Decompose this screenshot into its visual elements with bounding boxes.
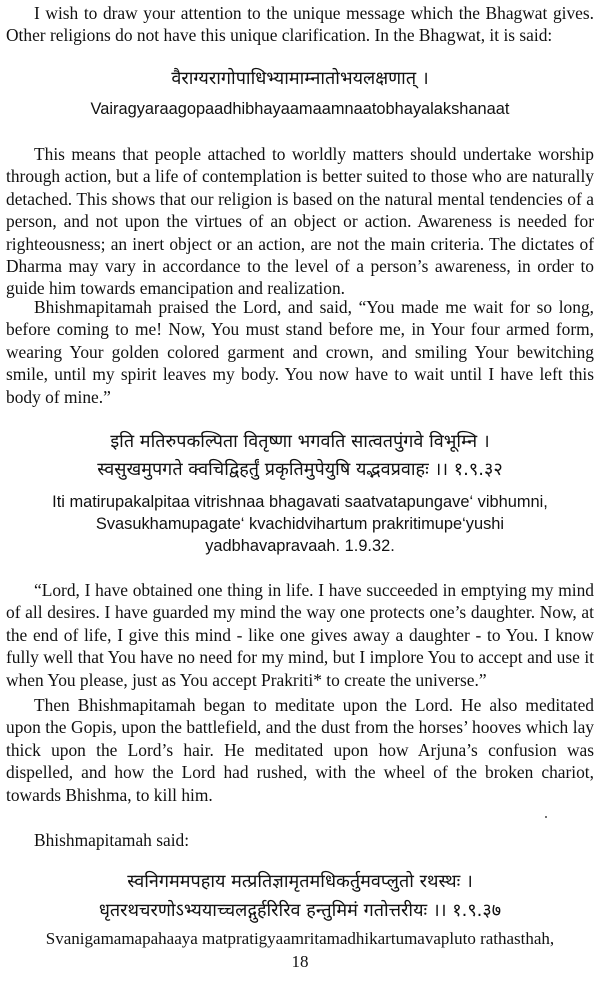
meditation-paragraph: Then Bhishmapitamah began to meditate upon the Lord. He also meditated upon the Gopis, upon the battlefield, and the dust from the horses’ hooves which lay thick upon the Lord’s hair. He meditated upon how Arjuna’s confusion was dispelled, and how the Lord had rushed, with the wheel of the broken chariot, towards Bhishma, to kill him. [6, 695, 594, 805]
intro-paragraph: I wish to draw your attention to the unique message which the Bhagwat gives. Other religions do not have this unique clarification. In the Bhagwat, it is said: [6, 3, 594, 46]
print-speck [545, 816, 547, 818]
explanation-paragraph: This means that people attached to worldly matters should undertake worship through action, but a life of contemplation is better suited to those who are naturally detached. This shows that our religion is based on the natural mental tendencies of a person, and not upon the virtues of an object or action. Awareness is needed for righteousness; an inert object or an action, are not the main criteria. The dictates of Dharma may vary in accordance to the level of a person’s awareness, in order to guide him towards emancipation and realization. [6, 144, 594, 299]
speaker-label: Bhishmapitamah said: [34, 830, 190, 850]
verse-2-devanagari-line-1: इति मतिरुपकल्पिता वितृष्णा भगवति सात्वतपुंगवे विभूम्नि । [110, 431, 490, 452]
verse-2-transliteration-line-2: Svasukhamupagate‘ kvachidvihartum prakritimupe‘yushi [95, 515, 505, 533]
verse-3-devanagari-line-1: स्वनिगममपहाय मत्प्रतिज्ञामृतमधिकर्तुमवप्लुतो रथस्थः । [127, 871, 473, 892]
verse-1-transliteration: Vairagyaraagopaadhibhayaamaamnaatobhayalakshanaat [90, 100, 510, 118]
verse-2-devanagari-line-2: स्वसुखमुपगते क्वचिद्विहर्तुं प्रकृतिमुपेयुषि यद्भवप्रवाहः ।। १.९.३२ [97, 459, 503, 480]
verse-2-transliteration-line-1: Iti matirupakalpitaa vitrishnaa bhagavati saatvatapungave‘ vibhumni, [52, 493, 548, 511]
praise-paragraph: Bhishmapitamah praised the Lord, and said, “You made me wait for so long, before coming to me! Now, You must stand before me, in Your four armed form, wearing Your golden colored garment and crown, and smiling Your bewitching smile, until my spirit leaves my body. You now have to wait until I have left this body of mine.” [6, 297, 594, 407]
verse-2-transliteration-line-3: yadbhavapravaah. 1.9.32. [205, 537, 395, 555]
verse-3-devanagari-line-2: धृतरथचरणोऽभ्ययाच्चलद्गुर्हरिरिव हन्तुमिमं गतोत्तरीयः ।। १.९.३७ [98, 900, 502, 921]
offering-paragraph: “Lord, I have obtained one thing in life. I have succeeded in emptying my mind of all desires. I have guarded my mind the way one protects one’s daughter. Now, at the end of life, I give this mind - like one gives away a daughter - to You. I know fully well that You have no need for my mind, but I implore You to accept and use it when You please, just as You accept Prakriti* to create the universe.” [6, 580, 594, 690]
verse-3-transliteration-line-1: Svanigamamapahaaya matpratigyaamritamadhikartumavapluto rathasthah, [45, 929, 555, 948]
verse-1-devanagari: वैराग्यरागोपाधिभ्यामाम्नातोभयलक्षणात् । [171, 68, 429, 89]
page-number: 18 [291, 952, 309, 971]
